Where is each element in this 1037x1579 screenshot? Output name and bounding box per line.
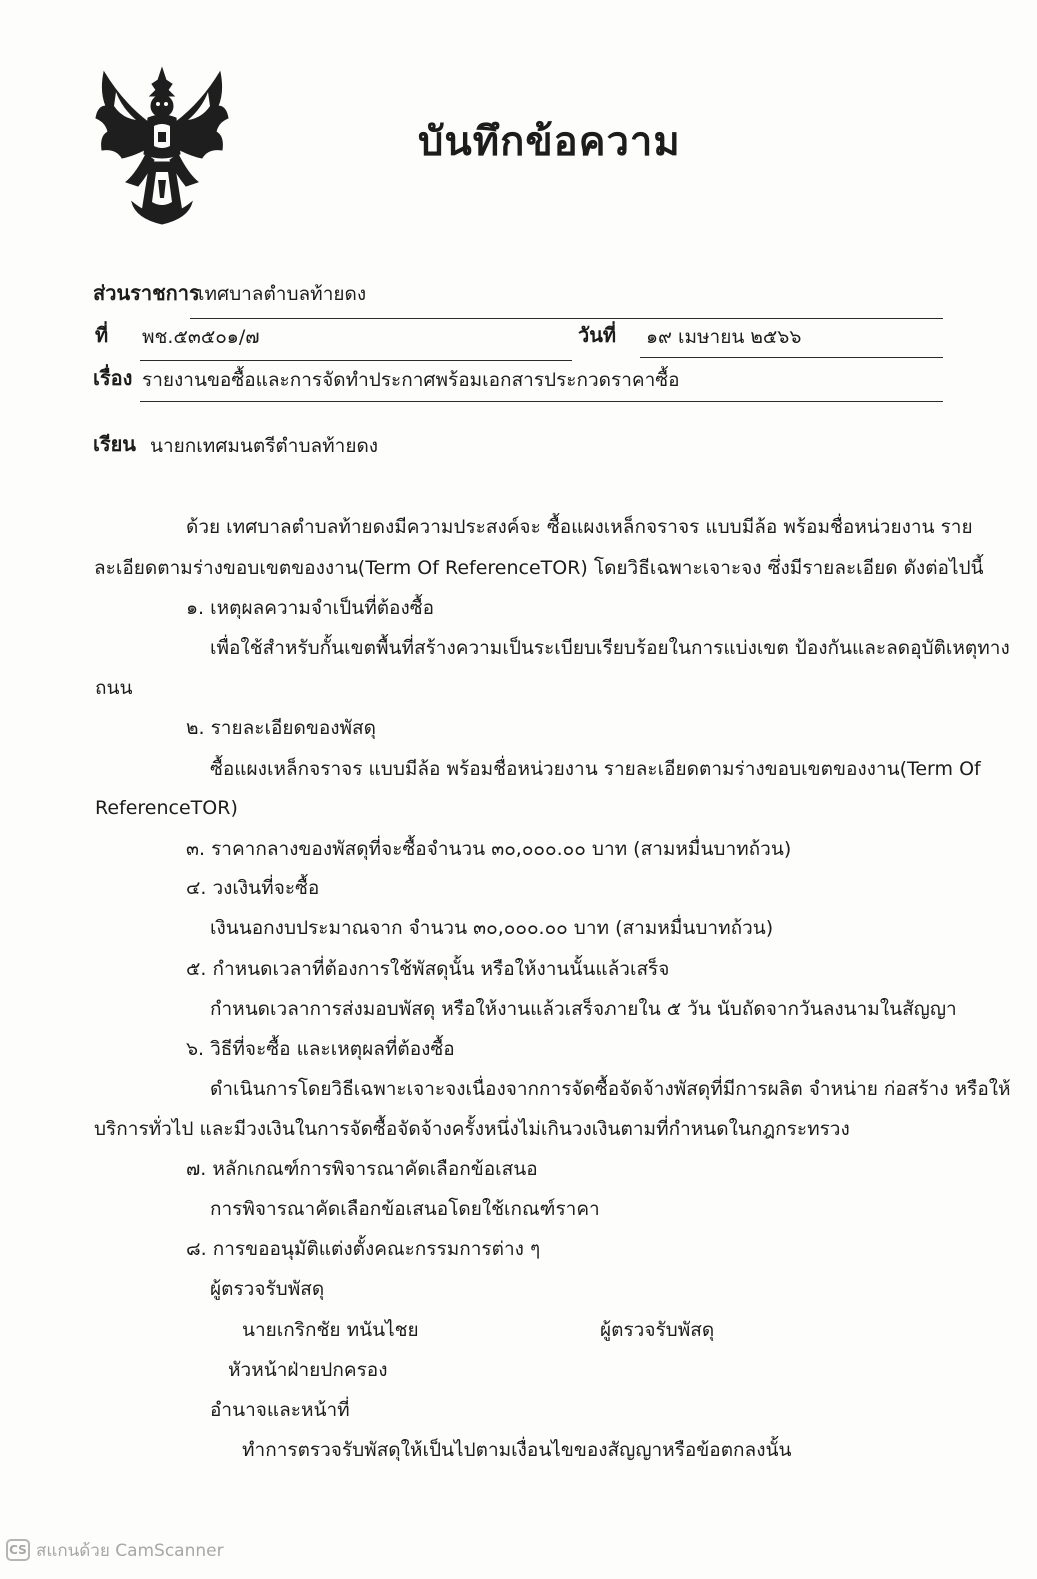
reference-underline [140, 360, 572, 361]
committee-member-name: นายเกริกชัย ทนันไชย [242, 1319, 419, 1341]
section-1-line-1: เพื่อใช้สำหรับกั้นเขตพื้นที่สร้างความเป็นระเบียบเรียบร้อยในการแบ่งเขต ป้องกันและลดอุบัติเหตุทาง [210, 637, 1010, 659]
section-6-line-1: ดำเนินการโดยวิธีเฉพาะเจาะจงเนื่องจากการจัดซื้อจัดจ้างพัสดุที่มีการผลิต จำหน่าย ก่อสร้าง หรือให้ [210, 1078, 1011, 1100]
committee-member-position: หัวหน้าฝ่ายปกครอง [228, 1359, 388, 1381]
section-3-heading: ๓. ราคากลางของพัสดุที่จะซื้อจำนวน ๓๐,๐๐๐.๐๐ บาท (สามหมื่นบาทถ้วน) [186, 838, 792, 860]
subject-value: รายงานขอซื้อและการจัดทำประกาศพร้อมเอกสารประกวดราคาซื้อ [142, 369, 680, 391]
section-2-heading: ๒. รายละเอียดของพัสดุ [186, 717, 376, 739]
section-6-heading: ๖. วิธีที่จะซื้อ และเหตุผลที่ต้องซื้อ [186, 1038, 455, 1060]
date-value: ๑๙ เมษายน ๒๕๖๖ [646, 326, 802, 348]
department-underline [190, 318, 943, 319]
section-1-heading: ๑. เหตุผลความจำเป็นที่ต้องซื้อ [186, 597, 435, 619]
camscanner-text: สแกนด้วย CamScanner [36, 1540, 224, 1561]
section-8-heading: ๘. การขออนุมัติแต่งตั้งคณะกรรมการต่าง ๆ [186, 1238, 541, 1260]
reference-label: ที่ [95, 323, 109, 347]
addressee-label: เรียน [93, 432, 136, 456]
reference-value: พช.๕๓๕๐๑/๗ [142, 326, 260, 348]
camscanner-watermark [6, 1538, 224, 1562]
memo-title: บันทึกข้อความ [418, 119, 681, 165]
section-6-line-2: บริการทั่วไป และมีวงเงินในการจัดซื้อจัดจ้างครั้งหนึ่งไม่เกินวงเงินตามที่กำหนดในกฎกระทรวง [94, 1118, 850, 1140]
department-label: ส่วนราชการ [93, 281, 200, 305]
section-4-heading: ๔. วงเงินที่จะซื้อ [186, 877, 320, 899]
subject-label: เรื่อง [93, 366, 133, 390]
addressee-value: นายกเทศมนตรีตำบลท้ายดง [150, 435, 379, 457]
section-2-line-2: ReferenceTOR) [95, 797, 238, 819]
section-2-line-1: ซื้อแผงเหล็กจราจร แบบมีล้อ พร้อมชื่อหน่วยงาน รายละเอียดตามร่างขอบเขตของงาน(Term Of [210, 758, 981, 780]
section-5-heading: ๕. กำหนดเวลาที่ต้องการใช้พัสดุนั้น หรือให้งานนั้นแล้วเสร็จ [186, 958, 670, 980]
garuda-emblem-icon [92, 62, 232, 227]
section-5-line-1: กำหนดเวลาการส่งมอบพัสดุ หรือให้งานแล้วเสร็จภายใน ๕ วัน นับถัดจากวันลงนามในสัญญา [210, 998, 957, 1020]
camscanner-logo-icon: CS [6, 1539, 30, 1561]
department-value: เทศบาลตำบลท้ายดง [198, 283, 367, 305]
intro-line-2: ละเอียดตามร่างขอบเขตของงาน(Term Of ReferenceTOR) โดยวิธีเฉพาะเจาะจง ซึ่งมีรายละเอียด ดังต่อไปนี้ [94, 557, 984, 579]
section-7-heading: ๗. หลักเกณฑ์การพิจารณาคัดเลือกข้อเสนอ [186, 1158, 538, 1180]
subject-underline [140, 401, 943, 402]
duty-text: ทำการตรวจรับพัสดุให้เป็นไปตามเงื่อนไขของสัญญาหรือข้อตกลงนั้น [242, 1439, 792, 1461]
section-4-line-1: เงินนอกงบประมาณจาก จำนวน ๓๐,๐๐๐.๐๐ บาท (สามหมื่นบาทถ้วน) [210, 917, 774, 939]
committee-member-role: ผู้ตรวจรับพัสดุ [600, 1319, 715, 1341]
duty-heading: อำนาจและหน้าที่ [210, 1399, 350, 1421]
date-underline [640, 357, 943, 358]
date-label: วันที่ [578, 323, 617, 347]
intro-line-1: ด้วย เทศบาลตำบลท้ายดงมีความประสงค์จะ ซื้อแผงเหล็กจราจร แบบมีล้อ พร้อมชื่อหน่วยงาน ราย [186, 516, 973, 538]
section-8-subheading: ผู้ตรวจรับพัสดุ [210, 1278, 325, 1300]
section-1-line-2: ถนน [95, 677, 133, 699]
section-7-line-1: การพิจารณาคัดเลือกข้อเสนอโดยใช้เกณฑ์ราคา [210, 1198, 600, 1220]
